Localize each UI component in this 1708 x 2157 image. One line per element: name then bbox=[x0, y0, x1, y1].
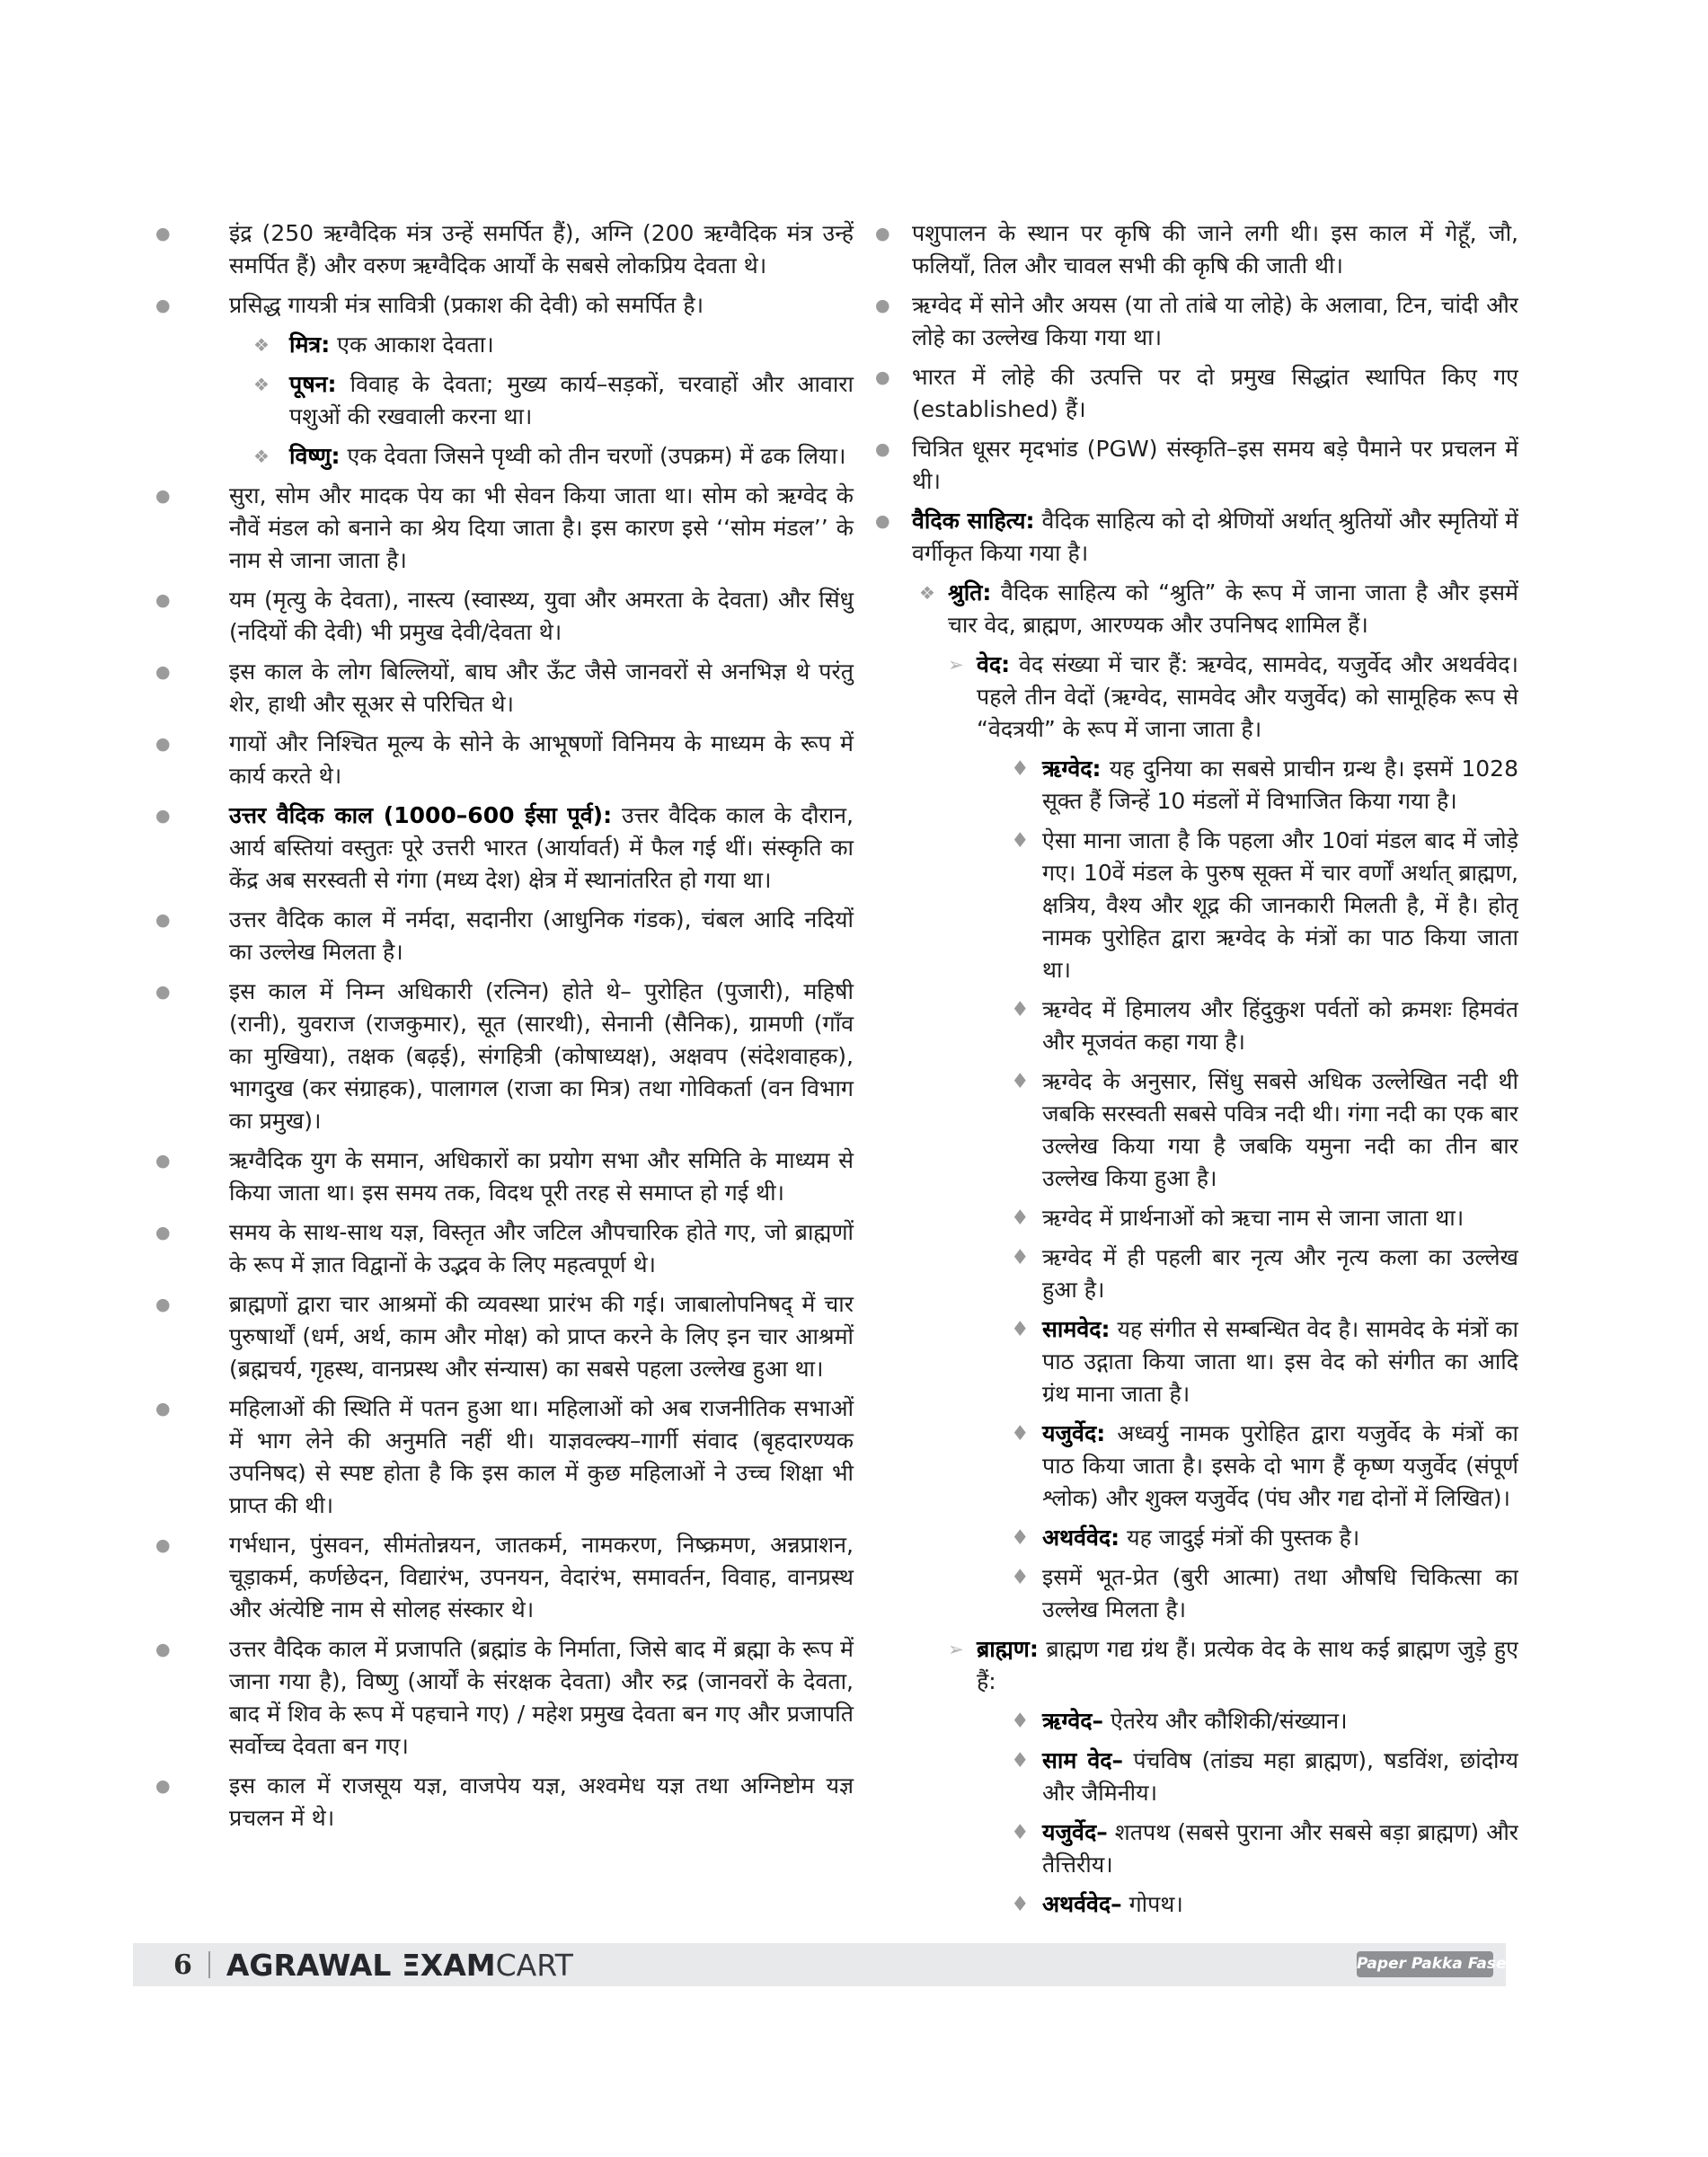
list-item bbox=[1011, 753, 1518, 818]
list-item-text: इंद्र (250 ऋग्वैदिक मंत्र उन्हें समर्पित हैं), अग्नि (200 ऋग्वैदिक मंत्र उन्हें समर्पित हैं) और वरुण ऋग्वैदिक आर्यों के सबसे लोकप्रिय देवता थे। bbox=[229, 220, 854, 278]
list-item-text: विष्णु: एक देवता जिसने पृथ्वी को तीन चरणों (उपक्रम) में ढक लिया। bbox=[289, 443, 846, 469]
page-number: 6 bbox=[173, 1949, 192, 1981]
bullet-icon-level4: ♦ bbox=[1011, 1710, 1030, 1733]
list-item-text: इस काल में राजसूय यज्ञ, वाजपेय यज्ञ, अश्वमेध यज्ञ तथा अग्निष्टोम यज्ञ प्रचलन में थे। bbox=[229, 1772, 854, 1831]
list-item-text: सुरा, सोम और मादक पेय का भी सेवन किया जाता था। सोम को ऋग्वेद के नौवें मंडल को बनाने का श्रेय दिया जाता है। इस कारण इसे ‘‘सोम मंडल’’ के नाम से जाना जाता है। bbox=[229, 482, 854, 573]
list-item-text: श्रुति: वैदिक साहित्य को “श्रुति” के रूप में जाना जाता है और इसमें चार वेद, ब्राह्मण, आरण्यक और उपनिषद शामिल हैं। bbox=[948, 579, 1518, 638]
bullet-icon-level1: ● bbox=[155, 296, 171, 315]
bullet-icon-level1: ● bbox=[155, 662, 171, 682]
bullet-icon-level1: ● bbox=[155, 486, 171, 506]
list-item bbox=[148, 1529, 854, 1626]
list-item-text: ऋग्वेद के अनुसार, सिंधु सबसे अधिक उल्लेखित नदी थी जबकि सरस्वती सबसे पवित्र नदी थी। गंगा नदी का एक बार उल्लेख किया गया है जबकि यमुना नदी का तीन बार उल्लेख किया हुआ है। bbox=[1042, 1068, 1518, 1191]
list-item-text: ब्राह्मण: ब्राह्मण गद्य ग्रंथ हैं। प्रत्येक वेद के साथ कई ब्राह्मण जुड़े हुए हैं: bbox=[977, 1636, 1518, 1694]
list-item bbox=[253, 329, 854, 361]
bullet-icon-level3: ➢ bbox=[948, 654, 964, 676]
list-item-text: मित्र: एक आकाश देवता। bbox=[289, 332, 494, 358]
list-item bbox=[1011, 1705, 1518, 1737]
list-item-text: यजुर्वेद: अध्वर्यु नामक पुरोहित द्वारा यजुर्वेद के मंत्रों का पाठ किया जाता है। इसके दो भाग हैं कृष्ण यजुर्वेद (संपूर्ण श्लोक) और शुक्ल यजुर्वेद (पंघ और गद्य दोनों में लिखित)। bbox=[1042, 1420, 1518, 1511]
content-columns bbox=[148, 217, 1518, 1947]
list-item-text: उत्तर वैदिक काल (1000–600 ईसा पूर्व): उत्तर वैदिक काल के दौरान, आर्य बस्तियां वस्तुतः पूरे उत्तरी भारत (आर्यावर्त) में फैल गई थीं। संस्कृति का केंद्र अब सरस्वती से गंगा (मध्य देश) क्षेत्र में स्थानांतरित हो गया था। bbox=[229, 802, 854, 893]
bullet-icon-level4: ♦ bbox=[1011, 1318, 1030, 1341]
list-item bbox=[875, 361, 1518, 426]
bullet-icon-level1: ● bbox=[155, 1640, 171, 1659]
list-item-text: ऋग्वेद में सोने और अयस (या तो तांबे या लोहे) के अलावा, टिन, चांदी और लोहे का उल्लेख किया गया था। bbox=[912, 292, 1518, 350]
bullet-icon-level4: ♦ bbox=[1011, 1749, 1030, 1772]
bullet-icon-level3: ➢ bbox=[948, 1639, 964, 1660]
bullet-icon-level2: ❖ bbox=[919, 582, 935, 604]
bullet-icon-level2: ❖ bbox=[253, 446, 270, 467]
bullet-icon-level4: ♦ bbox=[1011, 1526, 1030, 1550]
bullet-icon-level1: ● bbox=[155, 910, 171, 930]
list-item bbox=[1011, 1418, 1518, 1515]
list-item bbox=[1011, 1561, 1518, 1626]
list-item bbox=[148, 1770, 854, 1834]
tagline-badge: Paper Pakka Fasega! bbox=[1357, 1951, 1493, 1977]
bullet-icon-level1: ● bbox=[155, 224, 171, 243]
brand-bold-text: AGRAWAL ΞXAM bbox=[226, 1947, 496, 1983]
list-item-text: चित्रित धूसर मृदभांड (PGW) संस्कृति–इस समय बड़े पैमाने पर प्रचलन में थी। bbox=[912, 436, 1518, 494]
list-item bbox=[1011, 1242, 1518, 1306]
bullet-icon-level1: ● bbox=[155, 1151, 171, 1171]
bullet-icon-level4: ♦ bbox=[1011, 1422, 1030, 1445]
bullet-icon-level4: ♦ bbox=[1011, 829, 1030, 853]
bullet-icon-level4: ♦ bbox=[1011, 1070, 1030, 1093]
bullet-icon-level4: ♦ bbox=[1011, 1207, 1030, 1230]
list-item bbox=[148, 728, 854, 792]
bullet-icon-level1: ● bbox=[875, 511, 890, 531]
list-item bbox=[148, 1216, 854, 1281]
bullet-icon-level2: ❖ bbox=[253, 374, 270, 395]
bullet-icon-level1: ● bbox=[875, 296, 890, 315]
list-item bbox=[1011, 1065, 1518, 1195]
bullet-icon-level4: ♦ bbox=[1011, 1566, 1030, 1589]
bullet-icon-level4: ♦ bbox=[1011, 1821, 1030, 1844]
list-item bbox=[948, 649, 1518, 746]
list-item-text: ब्राह्मणों द्वारा चार आश्रमों की व्यवस्था प्रारंभ की गई। जाबालोपनिषद् में चार पुरुषार्थों (धर्म, अर्थ, काम और मोक्ष) को प्राप्त करने के लिए इन चार आश्रमों (ब्रह्मचर्य, गृहस्थ, वानप्रस्थ और संन्यास) का सबसे पहला उल्लेख हुआ था। bbox=[229, 1291, 854, 1382]
list-item-text: पूषन: विवाह के देवता; मुख्य कार्य–सड़कों, चरवाहों और आवारा पशुओं की रखवाली करना था। bbox=[289, 371, 854, 429]
list-item bbox=[148, 656, 854, 720]
bullet-icon-level1: ● bbox=[875, 367, 890, 387]
list-item-text: ऋग्वेद में प्रार्थनाओं को ऋचा नाम से जाना जाता था। bbox=[1042, 1205, 1465, 1231]
list-item-text: यजुर्वेद– शतपथ (सबसे पुराना और सबसे बड़ा ब्राह्मण) और तैत्तिरीय। bbox=[1042, 1819, 1518, 1878]
list-item-text: प्रसिद्ध गायत्री मंत्र सावित्री (प्रकाश की देवी) को समर्पित है। bbox=[229, 292, 704, 318]
list-item-text: गायों और निश्चित मूल्य के सोने के आभूषणों विनिमय के माध्यम के रूप में कार्य करते थे। bbox=[229, 730, 854, 789]
list-item bbox=[948, 1633, 1518, 1698]
list-item bbox=[148, 904, 854, 968]
list-item-text: पशुपालन के स्थान पर कृषि की जाने लगी थी। इस काल में गेहूँ, जौ, फलियाँ, तिल और चावल सभी की कृषि की जाती थी। bbox=[912, 220, 1518, 278]
bullet-icon-level1: ● bbox=[155, 1776, 171, 1796]
bullet-icon-level1: ● bbox=[155, 1535, 171, 1555]
list-item-text: ऋग्वैदिक युग के समान, अधिकारों का प्रयोग सभा और समिति के माध्यम से किया जाता था। इस समय तक, विदथ पूरी तरह से समाप्त हो गई थी। bbox=[229, 1147, 854, 1206]
list-item bbox=[148, 584, 854, 649]
list-item bbox=[1011, 1522, 1518, 1554]
list-item bbox=[148, 1288, 854, 1385]
bullet-icon-level1: ● bbox=[155, 806, 171, 826]
list-item-text: इस काल में निम्न अधिकारी (रत्निन) होते थे– पुरोहित (पुजारी), महिषी (रानी), युवराज (राजकुमार), सूत (सारथी), सेनानी (सैनिक), ग्रामणी (गाँव का मुखिया), तक्षक (बढ़ई), संगहित्री (कोषाध्यक्ष), अक्षवप (संदेशवाहक), भागदुख (कर संग्राहक), पालागल (राजा का मित्र) तथा गोविकर्ता (वन विभाग का प्रमुख)। bbox=[229, 978, 854, 1134]
list-item bbox=[148, 1633, 854, 1763]
list-item-text: सामवेद: यह संगीत से सम्बन्धित वेद है। सामवेद के मंत्रों का पाठ उद्गाता किया जाता था। इस वेद को संगीत का आदि ग्रंथ माना जाता है। bbox=[1042, 1316, 1518, 1407]
bullet-icon-level4: ♦ bbox=[1011, 757, 1030, 781]
list-item-text: अथर्ववेद– गोपथ। bbox=[1042, 1891, 1183, 1917]
list-item bbox=[1011, 994, 1518, 1058]
right-column bbox=[872, 217, 1518, 1947]
list-item bbox=[919, 577, 1518, 641]
list-item bbox=[1011, 1202, 1518, 1234]
list-item bbox=[1011, 1745, 1518, 1809]
list-item bbox=[1011, 1817, 1518, 1881]
list-item-text: भारत में लोहे की उत्पत्ति पर दो प्रमुख सिद्धांत स्थापित किए गए (established) हैं। bbox=[912, 364, 1518, 422]
list-item bbox=[148, 217, 854, 282]
list-item-text: उत्तर वैदिक काल में नर्मदा, सदानीरा (आधुनिक गंडक), चंबल आदि नदियों का उल्लेख मिलता है। bbox=[229, 906, 854, 965]
list-item bbox=[1011, 825, 1518, 986]
bullet-icon-level1: ● bbox=[155, 982, 171, 1002]
brand-light-text: CART bbox=[495, 1947, 573, 1983]
list-item-text: इस काल के लोग बिल्लियों, बाघ और ऊँट जैसे जानवरों से अनभिज्ञ थे परंतु शेर, हाथी और सूअर से परिचित थे। bbox=[229, 659, 854, 717]
bullet-icon-level2: ❖ bbox=[253, 334, 270, 356]
bullet-icon-level1: ● bbox=[155, 1295, 171, 1314]
list-item bbox=[875, 505, 1518, 570]
bullet-icon-level4: ♦ bbox=[1011, 1246, 1030, 1269]
brand-logo bbox=[226, 1948, 573, 1983]
list-item bbox=[148, 480, 854, 577]
list-item-text: महिलाओं की स्थिति में पतन हुआ था। महिलाओं को अब राजनीतिक सभाओं में भाग लेने की अनुमति नहीं थी। याज्ञवल्क्य–गार्गी संवाद (बृहदारण्यक उपनिषद) से स्पष्ट होता है कि इस काल में कुछ महिलाओं ने उच्च शिक्षा भी प्राप्त की थी। bbox=[229, 1395, 854, 1518]
bullet-icon-level1: ● bbox=[875, 224, 890, 243]
list-item-text: समय के साथ-साथ यज्ञ, विस्तृत और जटिल औपचारिक होते गए, जो ब्राह्मणों के रूप में ज्ञात विद्वानों के उद्भव के लिए महत्वपूर्ण थे। bbox=[229, 1219, 854, 1277]
list-item-text: गर्भधान, पुंसवन, सीमंतोन्नयन, जातकर्म, नामकरण, निष्क्रमण, अन्नप्राशन, चूड़ाकर्म, कर्णछेदन, विद्यारंभ, उपनयन, वेदारंभ, समावर्तन, विवाह, वानप्रस्थ और अंत्येष्टि नाम से सोलह संस्कार थे। bbox=[229, 1532, 854, 1622]
list-item-text: ऋग्वेद में हिमालय और हिंदुकुश पर्वतों को क्रमशः हिमवंत और मूजवंत कहा गया है। bbox=[1042, 996, 1518, 1055]
bullet-icon-level4: ♦ bbox=[1011, 1893, 1030, 1916]
footer-divider bbox=[208, 1951, 210, 1978]
list-item-text: ऐसा माना जाता है कि पहला और 10वां मंडल बाद में जोड़े गए। 10वें मंडल के पुरुष सूक्त में चार वर्णों अर्थात् ब्राह्मण, क्षत्रिय, वैश्य और शूद्र की जानकारी मिलती है, में है। होतृ नामक पुरोहित द्वारा ऋग्वेद के मंत्रों का पाठ किया जाता था। bbox=[1042, 827, 1518, 983]
list-item bbox=[253, 368, 854, 433]
list-item-text: अथर्ववेद: यह जादुई मंत्रों की पुस्तक है। bbox=[1042, 1525, 1360, 1551]
list-item-text: यम (मृत्यु के देवता), नास्त्य (स्वास्थ्य, युवा और अमरता के देवता) और सिंधु (नदियों की देवी) भी प्रमुख देवी/देवता थे। bbox=[229, 587, 854, 645]
list-item-text: ऋग्वेद: यह दुनिया का सबसे प्राचीन ग्रन्थ है। इसमें 1028 सूक्त हैं जिन्हें 10 मंडलों में विभाजित किया गया है। bbox=[1042, 756, 1518, 814]
list-item bbox=[253, 440, 854, 473]
list-item bbox=[875, 289, 1518, 354]
bullet-icon-level1: ● bbox=[155, 1399, 171, 1419]
bullet-icon-level1: ● bbox=[875, 439, 890, 459]
list-item bbox=[148, 289, 854, 322]
list-item bbox=[875, 433, 1518, 498]
bullet-icon-level1: ● bbox=[155, 1223, 171, 1242]
list-item-text: उत्तर वैदिक काल में प्रजापति (ब्रह्मांड के निर्माता, जिसे बाद में ब्रह्मा के रूप में जाना गया है), विष्णु (आर्यों के संरक्षक देवता) और रुद्र (जानवरों के देवता, बाद में शिव के रूप में पहचाने गए) / महेश प्रमुख देवता बन गए और प्रजापति सर्वोच्च देवता बन गए। bbox=[229, 1636, 854, 1759]
list-item-text: ऋग्वेद– ऐतरेय और कौशिकी/संख्यान। bbox=[1042, 1708, 1348, 1734]
list-item-text: वैदिक साहित्य: वैदिक साहित्य को दो श्रेणियों अर्थात् श्रुतियों और स्मृतियों में वर्गीकृत किया गया है। bbox=[912, 508, 1518, 566]
list-item bbox=[148, 1392, 854, 1522]
list-item bbox=[148, 800, 854, 897]
bullet-icon-level1: ● bbox=[155, 734, 171, 754]
list-item bbox=[1011, 1313, 1518, 1410]
left-column bbox=[148, 217, 854, 1947]
list-item bbox=[875, 217, 1518, 282]
list-item bbox=[148, 976, 854, 1137]
list-item-text: साम वेद– पंचविष (तांड्य महा ब्राह्मण), षडविंश, छांदोग्य और जैमिनीय। bbox=[1042, 1747, 1518, 1806]
list-item bbox=[1011, 1888, 1518, 1921]
list-item bbox=[148, 1145, 854, 1209]
bullet-icon-level1: ● bbox=[155, 590, 171, 610]
bullet-icon-level4: ♦ bbox=[1011, 998, 1030, 1021]
list-item-text: इसमें भूत-प्रेत (बुरी आत्मा) तथा औषधि चिकित्सा का उल्लेख मिलता है। bbox=[1042, 1564, 1518, 1622]
footer-bar bbox=[133, 1943, 1506, 1986]
list-item-text: वेद: वेद संख्या में चार हैं: ऋग्वेद, सामवेद, यजुर्वेद और अथर्ववेद। पहले तीन वेदों (ऋग्वेद, सामवेद और यजुर्वेद) को सामूहिक रूप से “वेदत्रयी” के रूप में जाना जाता है। bbox=[977, 651, 1518, 742]
list-item-text: ऋग्वेद में ही पहली बार नृत्य और नृत्य कला का उल्लेख हुआ है। bbox=[1042, 1244, 1518, 1303]
